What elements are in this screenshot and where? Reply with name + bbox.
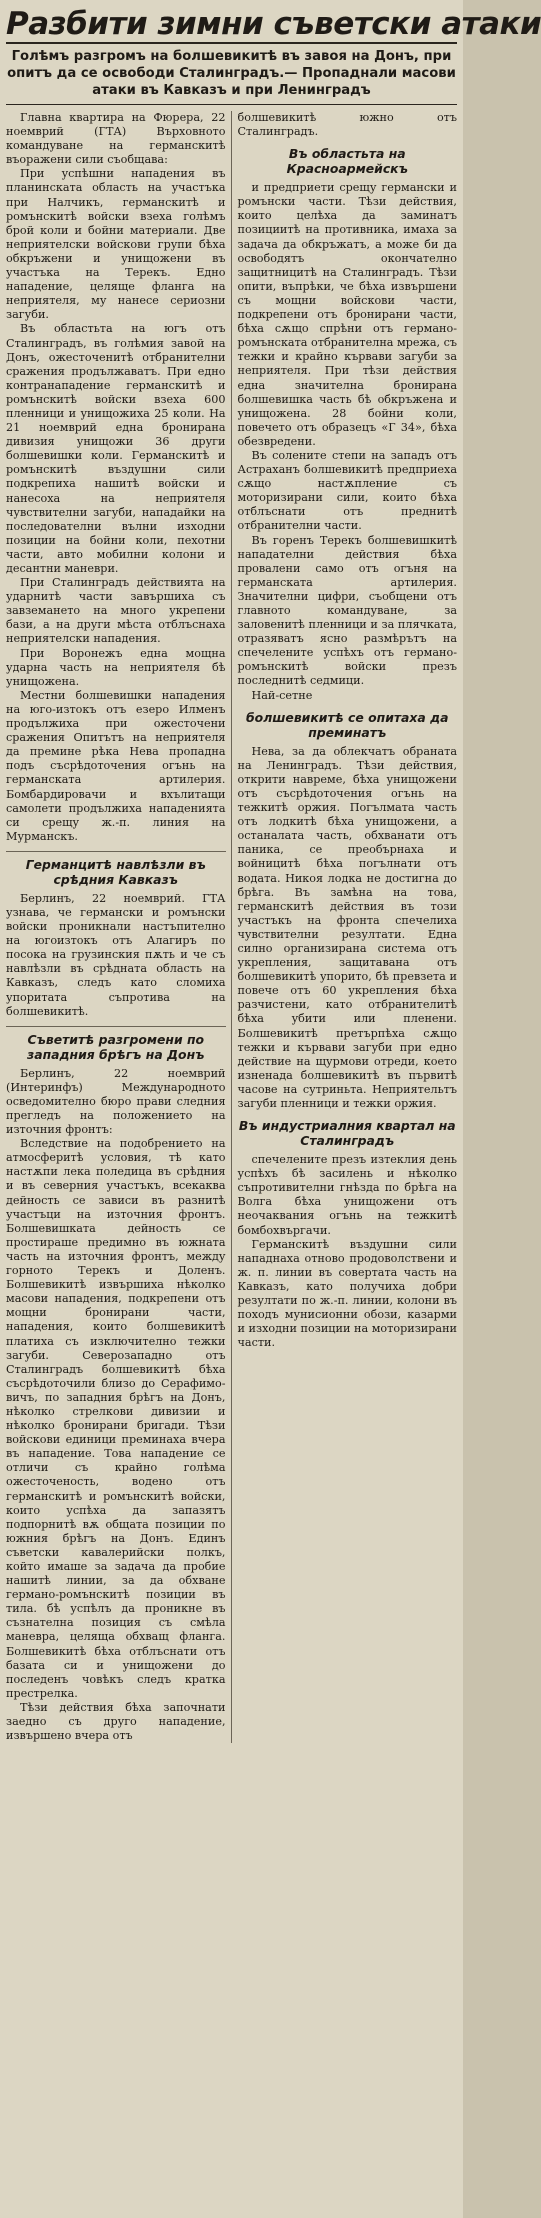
paragraph: Вследствие на подобрението на атмосферитѣ условия, тѣ като настѫпи лека поледица въ срѣдния и въ северния участъкъ, всекаква дейность се зависи въ разнитѣ участъци на източния фронтъ. Болшевишката дейность се простираше предимно въ южната часть на източния фронтъ, между горното Терекъ и Доленъ. Болшевикитѣ извършиха нѣколко масови нападения, подкрепени отъ мощни бронирани части, нападения, които болшевикитѣ платиха съ изключително тежки загуби. Северозападно отъ Сталинградъ болшевикитѣ бѣха съсрѣдоточили близо до Серафимо-вичъ, по западния брѣгъ на Донъ, нѣколко стрелкови дивизии и нѣколко бронирани бригади. Тѣзи войскови единици преминаха вчера въ нападение. Това нападение се отличи съ крайно голѣма ожесточеность, водено отъ германскитѣ и ромънскитѣ войски, които успѣха да запазятъ подпорнитѣ вѫ общата позиции по южния брѣгъ на Донъ. Единъ съветски кавалерийски полкъ, който имаше за задача да пробие нашитѣ линии, за да обхване германо-ромънскитѣ позиции въ тила. бѣ успѣлъ да проникне въ съзнателна позиция съ смѣла маневра, целяща обхващ фланга. Болшевикитѣ бѣха отблъснати отъ базата си и унищожени до последенъ човѣкъ следъ кратка престрелка. — [6, 1137, 226, 1700]
section-heading-industry: Въ индустриалния квартал на Сталинградъ — [238, 1118, 456, 1149]
paragraph: Местни болшевишки нападения на юго-изтокъ отъ езеро Илменъ продължиха при ожесточени сражения Опитътъ на неприятеля да премине рѣка Нева пропадна подъ съсрѣдоточения огънь на германската артилерия. Бомбардировачи и вхълитащи самолети продължиха нападенията си срещу ж.-п. линия на Мурманскъ. — [6, 688, 226, 843]
paragraph: Въ областьта на югъ отъ Сталинградъ, въ голѣмия завой на Донъ, ожесточенитѣ отбранителни сражения продължаватъ. При едно контранападение германскитѣ и ромънскитѣ войски взеха 600 пленници и унищожиха 25 коли. На 21 ноемврий една бронирана дивизия унищожи 36 други болшевишки коли. Германскитѣ и ромънскитѣ въздушни сили подкрепиха нашитѣ войски и нанесоха на неприятеля чувствителни загуби, нападайки на последователни вълни изходни позиции на бойни коли, пехотни части, авто мобилни колони и десантни маневри. — [6, 322, 226, 575]
section-heading-neva: болшевикитѣ се опитаха да преминатъ — [246, 709, 449, 740]
left-column — [6, 111, 232, 1743]
subheadline: Голѣмъ разгромъ на болшевикитѣ въ завоя на Донъ, при опитъ да се освободи Сталинградъ.— Пропаднали масови атаки въ Кавказъ и при Ленинградъ — [6, 48, 457, 105]
section-heading-soviets: Съветитѣ разгромени по западния брѣгъ на Донъ — [6, 1026, 226, 1062]
paragraph: При Воронежъ една мощна ударна часть на неприятеля бѣ унищожена. — [6, 646, 226, 688]
paragraph: спечелените презъ изтеклия день успѣхъ бѣ засилень и нѣколко съпротивителни гнѣзда по брѣга на Волга бѣха унищожени отъ неочаквания огънь на тежкитѣ бомбохвъргачи. — [237, 1153, 457, 1237]
article-columns — [6, 111, 457, 1743]
paragraph: и предприети срещу германски и ромънски части. Тѣзи действия, които целѣха да заминатъ позициитѣ на противника, имаха за задача да обкръжатъ, а може би да освободятъ окончателно защитницитѣ на Сталинградъ. Тѣзи опити, въпрѣки, че бѣха извършени съ мощни войскови части, подкрепени отъ бронирани части, бѣха сѫщо спрѣни отъ германо-ромънската отбранителна мрежа, съ тежки и крайно кървави загуби за неприятеля. При тѣзи действия една значителна бронирана болшевишка часть бѣ обкръжена и унищожена. 28 бойни коли, повечето отъ образецъ «Г 34», бѣха обезвредени. — [237, 181, 457, 448]
paragraph: Нева, за да облекчатъ обраната на Ленинградъ. Тѣзи действия, открити навреме, бѣха унищожени отъ съсрѣдоточения огънь на тежкитѣ оржия. Погълмата часть отъ лодкитѣ бѣха унищожени, а останалата часть, обхванати отъ паника, се преобърнаха и войницитѣ бѣха погълнати отъ водата. Никоя лодка не достигна до брѣга. Въ замѣна на това, германскитѣ действия въ този участъкъ на фронта спечелиха чувствителни резултати. Една силно организирана система отъ укрепления, защитавана отъ болшевикитѣ упорито, бѣ превзета и повече отъ 60 укрепления бѣха разчистени, като отбранителитѣ бѣха убити или пленени. Болшевикитѣ претърпѣха сѫщо тежки и кървави загуби при едно действие на щурмови отреди, което изненада болшевикитѣ въ първитѣ часове на сутриньта. Неприятельтъ загуби пленници и тежки оржия. — [237, 744, 457, 1110]
headline: Разбити зимни съветски атаки — [6, 6, 541, 42]
paragraph: Въ горенъ Терекъ болшевишкитѣ нападателни действия бѣха провалени само отъ огъня на германската артилерия. Значителни цифри, съобщени отъ главното командуване, за заловенитѣ пленници и за плячката, отразяватъ ясно размѣрътъ на спечелените успѣхъ отъ германо-ромънскитѣ войски презъ последнитѣ седмици. — [237, 533, 457, 688]
paragraph: При Сталинградъ действията на ударнитѣ части завършиха съ завземането на много укрепени бази, а на други мѣста отблъснаха неприятелски нападения. — [6, 576, 226, 646]
paragraph: Берлинъ, 22 ноемврий (Интеринфъ) Международното осведомително бюро прави следния прегледъ на положението на източния фронтъ: — [6, 1066, 226, 1137]
paragraph: Берлинъ, 22 ноемврий. ГТА узнава, че германски и ромънски войски проникнали настъпително на югоизтокъ отъ Алагиръ по посока на грузинския пѫть и че съ навлѣзли въ срѣдната область на Кавказъ, следъ като сломиха упоритата съпротива на болшевикитѣ. — [6, 891, 226, 1018]
paragraph: Най-сетне — [251, 688, 313, 702]
paragraph: Тѣзи действия бѣха започнати заедно съ друго нападение, извършено вчера отъ — [6, 1700, 226, 1743]
paragraph: Въ солените степи на западъ отъ Астраханъ болшевикитѣ предприеха сѫщо настѫпление съ моторизирани сили, които бѣха отблъснати отъ преднитѣ отбранителни части. — [237, 448, 457, 533]
section-heading-caucasus: Германцитѣ навлѣзли въ срѣдния Кавказъ — [6, 851, 226, 887]
paragraph: Германскитѣ въздушни сили нападнаха отново продоволствени и ж. п. линии въ совертата часть на Кавказъ, като получиха добри резултати по ж.-п. линии, колони въ походъ мунисионни обози, казарми и изходни позиции на моторизирани части. — [237, 1237, 457, 1350]
paragraph: Главна квартира на Фюрера, 22 ноемврий (ГТА) Върховното командуване на германскитѣ въоражени сили съобщава: — [6, 111, 226, 167]
paragraph: При успѣшни нападения въ планинската область на участъка при Налчикъ, германскитѣ и ромънскитѣ войски взеха голѣмъ брой коли и бойни материали. Две неприятелски войскови групи бѣха обкръжени и унищожени въ участъка на Терекъ. Едно нападение, целяще фланга на неприятеля, му нанесе сериозни загуби. — [6, 167, 226, 322]
right-column — [238, 111, 458, 1350]
section-heading-krasnoarmeysk: Въ областьта на Красноармейскъ — [286, 146, 408, 177]
paragraph: болшевикитѣ южно отъ Сталинградъ. — [237, 111, 457, 139]
